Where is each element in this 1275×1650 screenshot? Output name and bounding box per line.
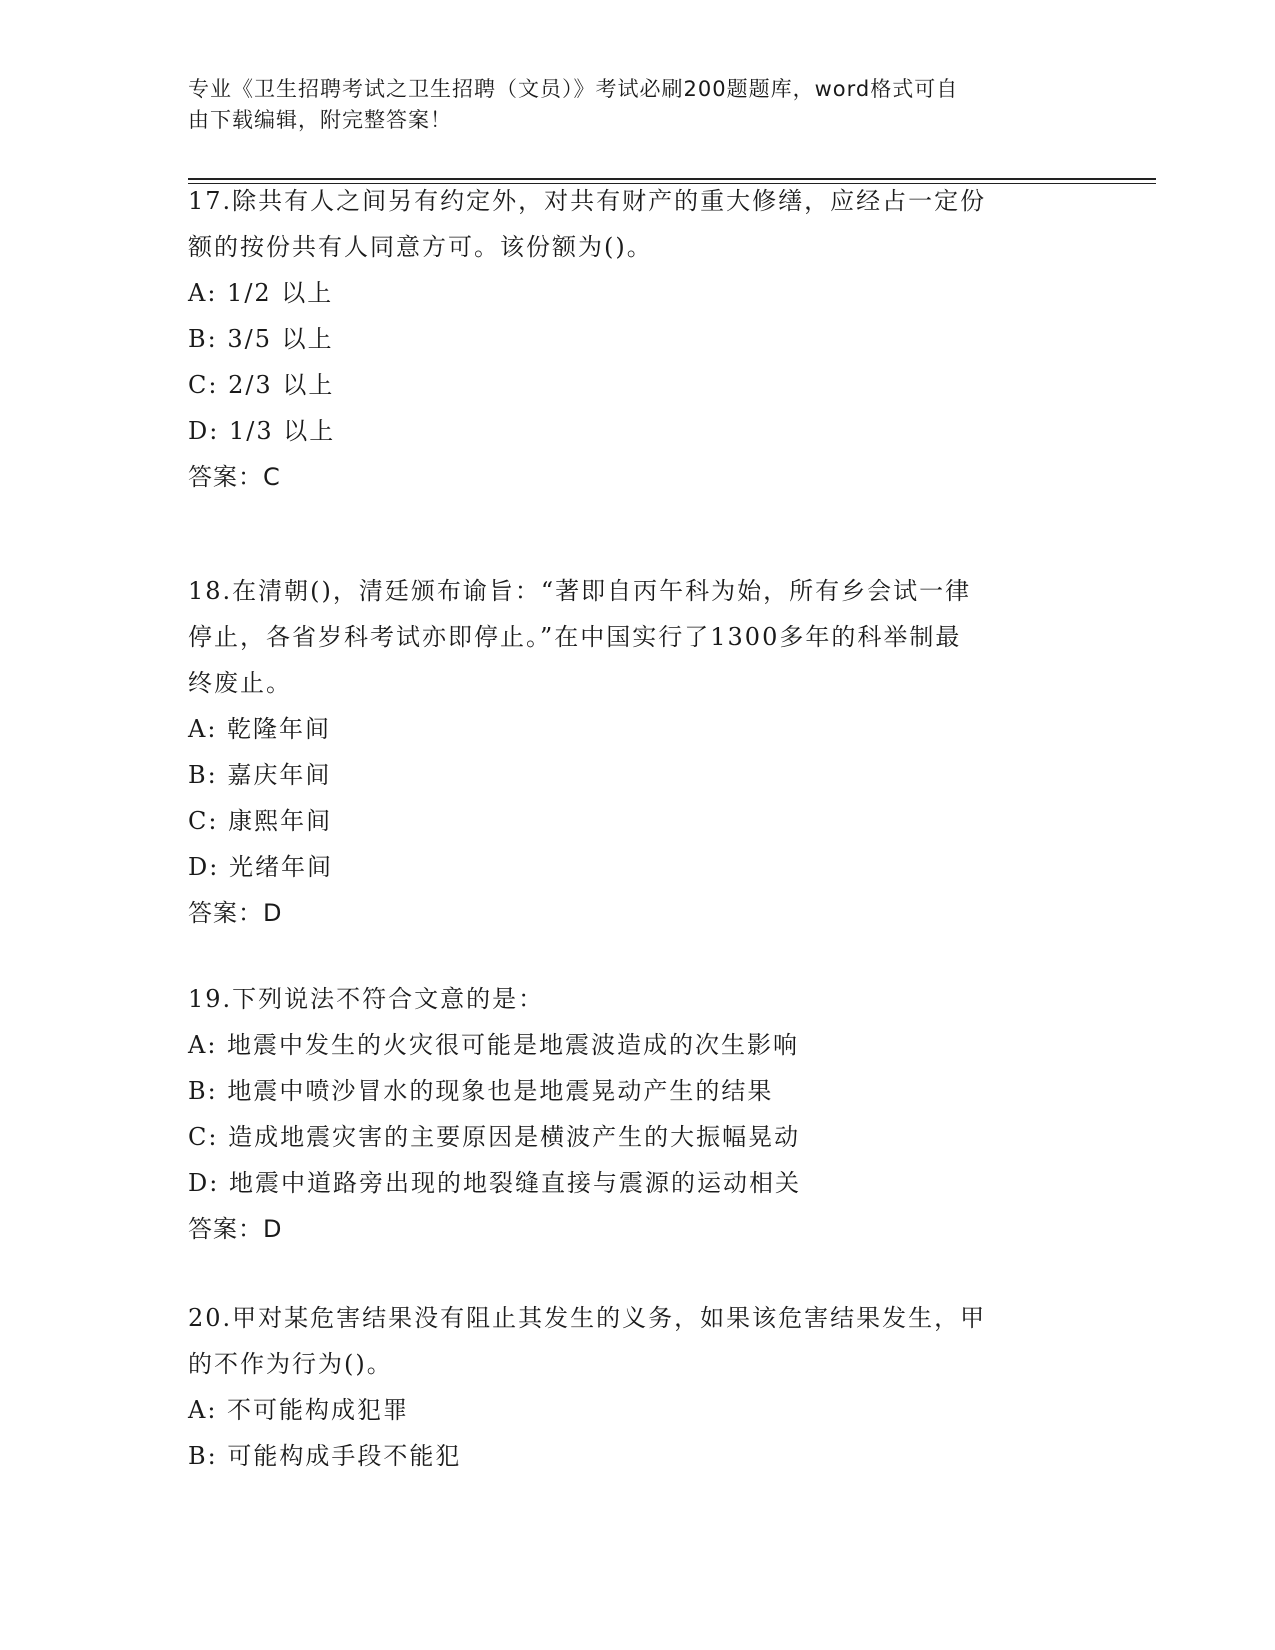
option-c: C: 造成地震灾害的主要原因是横波产生的大振幅晃动 bbox=[188, 1123, 801, 1151]
option-d: D: 1/3 以上 bbox=[188, 417, 336, 445]
question-17 bbox=[188, 178, 1088, 500]
question-18 bbox=[188, 568, 1088, 936]
option-c: C: 康熙年间 bbox=[188, 807, 333, 835]
question-stem-line: 终废止。 bbox=[188, 669, 292, 697]
header-line-1: 专业《卫生招聘考试之卫生招聘（文员）》考试必刷200题题库，word格式可自 bbox=[188, 77, 959, 101]
question-stem-line: 20.甲对某危害结果没有阻止其发生的义务，如果该危害结果发生，甲 bbox=[188, 1304, 987, 1332]
answer-label: 答案：D bbox=[188, 899, 283, 927]
option-d: D: 光绪年间 bbox=[188, 853, 333, 881]
document-header bbox=[188, 74, 1068, 136]
option-a: A: 地震中发生的火灾很可能是地震波造成的次生影响 bbox=[188, 1031, 800, 1059]
option-a: A: 乾隆年间 bbox=[188, 715, 332, 743]
question-stem-line: 额的按份共有人同意方可。该份额为()。 bbox=[188, 233, 653, 261]
question-stem-line: 19.下列说法不符合文意的是： bbox=[188, 985, 545, 1013]
option-a: A: 不可能构成犯罪 bbox=[188, 1396, 410, 1424]
header-line-2: 由下载编辑，附完整答案！ bbox=[188, 108, 452, 132]
question-stem-line: 的不作为行为()。 bbox=[188, 1350, 393, 1378]
question-stem-line: 18.在清朝()，清廷颁布谕旨：“著即自丙午科为始，所有乡会试一律 bbox=[188, 577, 972, 605]
answer-label: 答案：C bbox=[188, 463, 281, 491]
question-stem-line: 17.除共有人之间另有约定外，对共有财产的重大修缮，应经占一定份 bbox=[188, 187, 987, 215]
option-b: B: 可能构成手段不能犯 bbox=[188, 1442, 462, 1470]
option-b: B: 地震中喷沙冒水的现象也是地震晃动产生的结果 bbox=[188, 1077, 774, 1105]
question-19 bbox=[188, 976, 1088, 1252]
option-a: A: 1/2 以上 bbox=[188, 279, 334, 307]
option-c: C: 2/3 以上 bbox=[188, 371, 335, 399]
option-d: D: 地震中道路旁出现的地裂缝直接与震源的运动相关 bbox=[188, 1169, 801, 1197]
question-20 bbox=[188, 1295, 1088, 1479]
answer-label: 答案：D bbox=[188, 1215, 283, 1243]
question-stem-line: 停止，各省岁科考试亦即停止。”在中国实行了1300多年的科举制最 bbox=[188, 623, 962, 651]
option-b: B: 3/5 以上 bbox=[188, 325, 334, 353]
option-b: B: 嘉庆年间 bbox=[188, 761, 332, 789]
